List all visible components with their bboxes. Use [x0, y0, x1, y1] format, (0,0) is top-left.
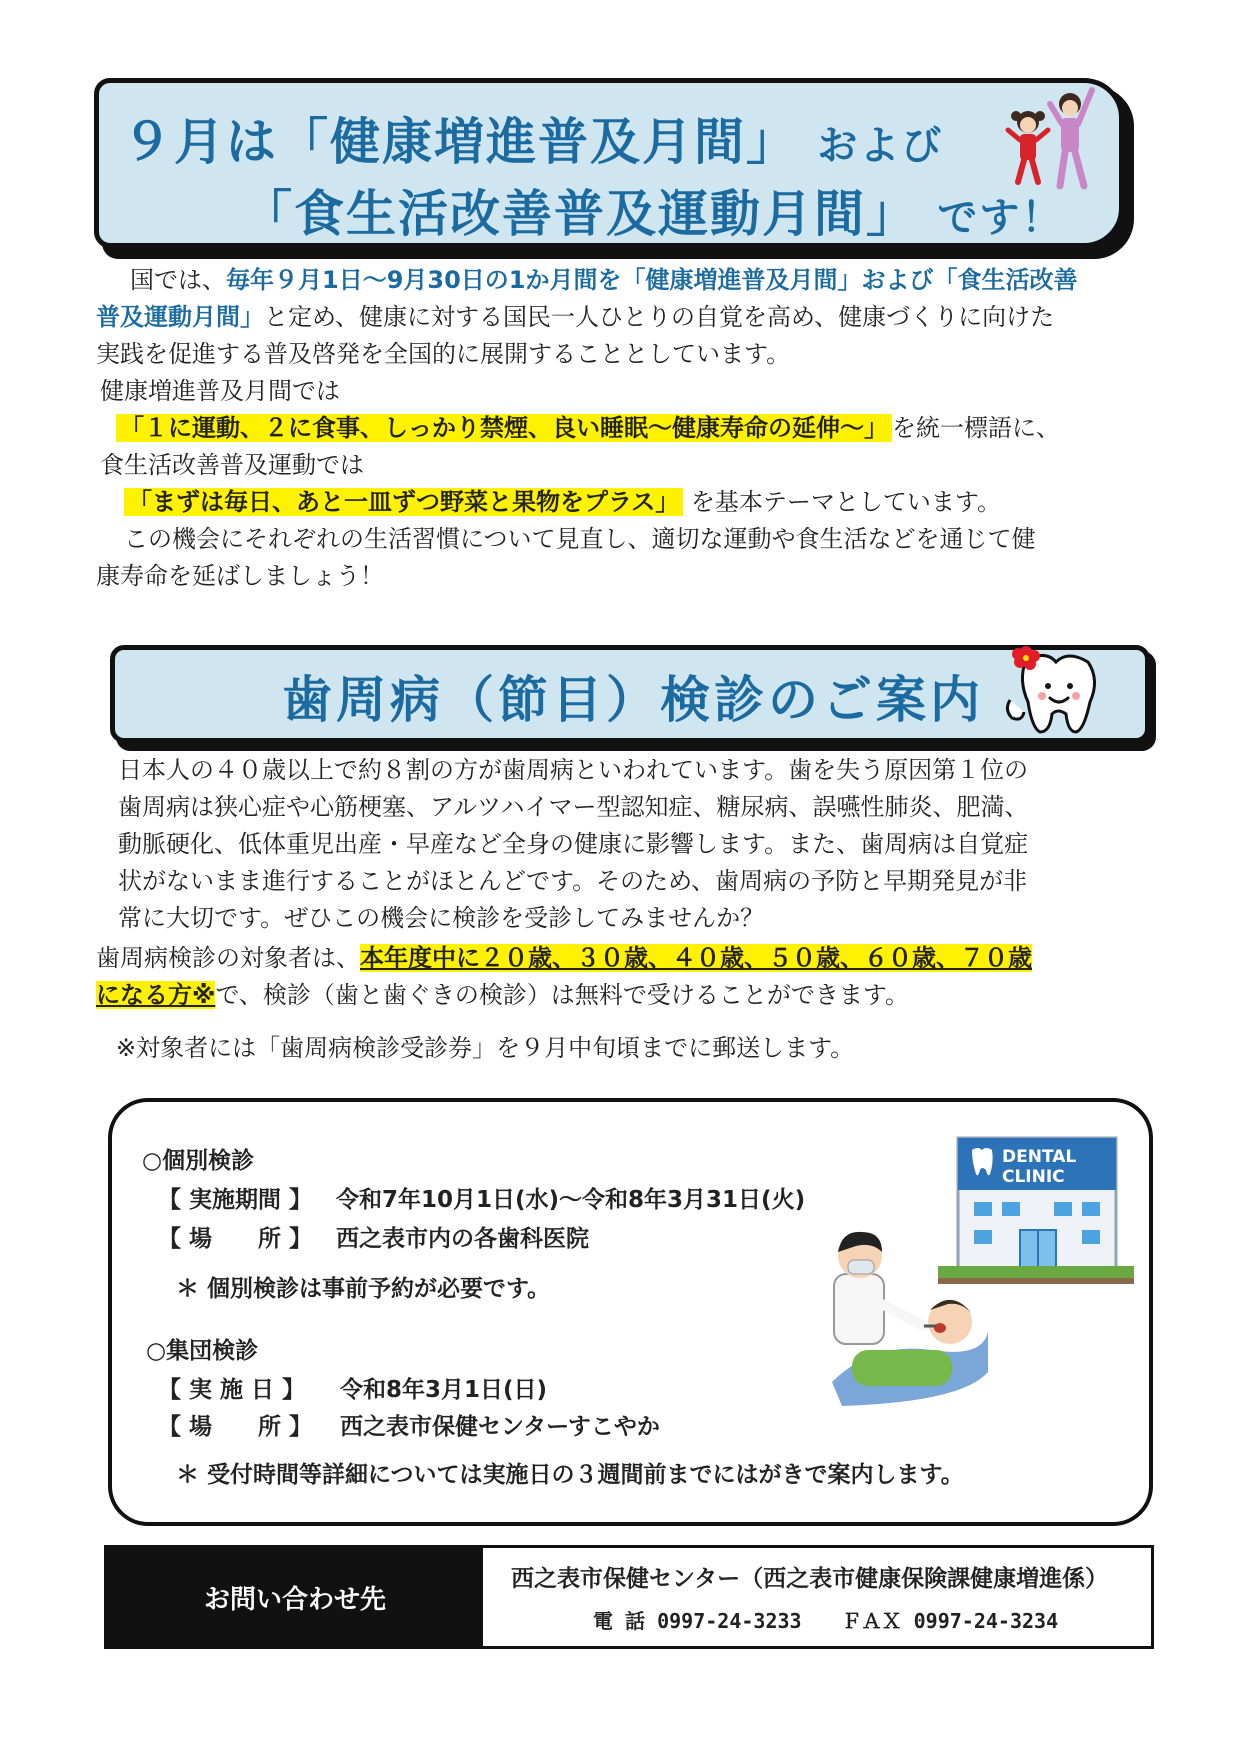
section2-intro-line4: 状がないまま進行することがほとんどです。そのため、歯周病の予防と早期発見が非 [118, 867, 1028, 895]
section2-title: 歯周病（節目）検診のご案内 [282, 671, 984, 729]
section1-paragraph-line1: 国では、毎年９月1日～9月30日の1か月間を「健康増進普及月間」および「食生活改善 [130, 266, 1078, 294]
section2-intro-line5: 常に大切です。ぜひこの機会に検診を受診してみませんか？ [118, 904, 765, 932]
section1-p2-intro: 健康増進普及月間では [100, 377, 340, 405]
individual-note: ＊ 個別検診は事前予約が必要です。 [176, 1276, 551, 1302]
section1-p4-line1: この機会にそれぞれの生活習慣について見直し、適切な運動や食生活などを通じて健 [124, 525, 1036, 553]
individual-period-row: 【 実施期間 】 令和7年10月1日(水)～令和8年3月31日(火) [158, 1187, 806, 1213]
group-place-row: 【 場 所 】 西之表市保健センターすこやか [158, 1414, 660, 1440]
section2-target-line2: になる方※で、検診（歯と歯ぐきの検診）は無料で受けることができます。 [96, 981, 909, 1009]
section1-slogan-line: 「１に運動、２に食事、しっかり禁煙、良い睡眠～健康寿命の延伸～」 を統一標語に、 [116, 410, 1060, 447]
section1-paragraph-line3: 実践を促進する普及啓発を全国的に展開することとしています。 [96, 340, 791, 368]
contact-details [483, 1548, 1151, 1646]
contact-label: お問い合わせ先 [107, 1548, 483, 1646]
group-note: ＊ 受付時間等詳細については実施日の３週間前までにはがきで案内します。 [176, 1462, 964, 1488]
group-heading: ○集団検診 [146, 1338, 259, 1364]
section2-target-line1: 歯周病検診の対象者は、本年度中に２０歳、３０歳、４０歳、５０歳、６０歳、７０歳 [96, 944, 1032, 972]
contact-box [104, 1545, 1154, 1649]
section1-title-line2: 「食生活改善普及運動月間」 です！ [242, 185, 1064, 243]
contact-organization: 西之表市保健センター（西之表市健康保険課健康増進係） [511, 1566, 1109, 1592]
section1-title-line1: ９月は「健康増進普及月間」 および [122, 113, 944, 171]
section1-paragraph-line2: 普及運動月間」と定め、健康に対する国民一人ひとりの自覚を高め、健康づくりに向けた [96, 303, 1055, 331]
exercise-girls-illustration [1000, 82, 1110, 192]
section1-theme-line: 「まずは毎日、あと一皿ずつ野菜と果物をプラス」 を基本テーマとしています。 [124, 484, 1001, 521]
group-date-row: 【 実 施 日 】 令和8年3月1日(日) [158, 1377, 548, 1403]
section2-intro-line3: 動脈硬化、低体重児出産・早産など全身の健康に影響します。また、歯周病は自覚症 [118, 830, 1029, 858]
section1-p3-intro: 食生活改善普及運動では [100, 451, 364, 479]
tooth-mascot-icon [996, 640, 1106, 740]
section2-note: ※対象者には「歯周病検診受診券」を９月中旬頃までに郵送します。 [116, 1034, 855, 1062]
clinic-sign-line1: DENTAL [1002, 1147, 1077, 1167]
individual-place-row: 【 場 所 】 西之表市内の各歯科医院 [158, 1226, 589, 1252]
individual-heading: ○個別検診 [142, 1148, 255, 1174]
dentist-patient-illustration [812, 1222, 996, 1412]
section2-intro-line2: 歯周病は狭心症や心筋梗塞、アルツハイマー型認知症、糖尿病、誤嚥性肺炎、肥満、 [118, 793, 1029, 821]
contact-phone-fax: 電 話 0997-24-3233 ＦＡＸ 0997-24-3234 [593, 1609, 1059, 1633]
clinic-sign-line2: CLINIC [1002, 1167, 1065, 1187]
section2-intro-line1: 日本人の４０歳以上で約８割の方が歯周病といわれています。歯を失う原因第１位の [118, 756, 1029, 784]
section1-p4-line2: 康寿命を延ばしましょう！ [96, 562, 384, 590]
